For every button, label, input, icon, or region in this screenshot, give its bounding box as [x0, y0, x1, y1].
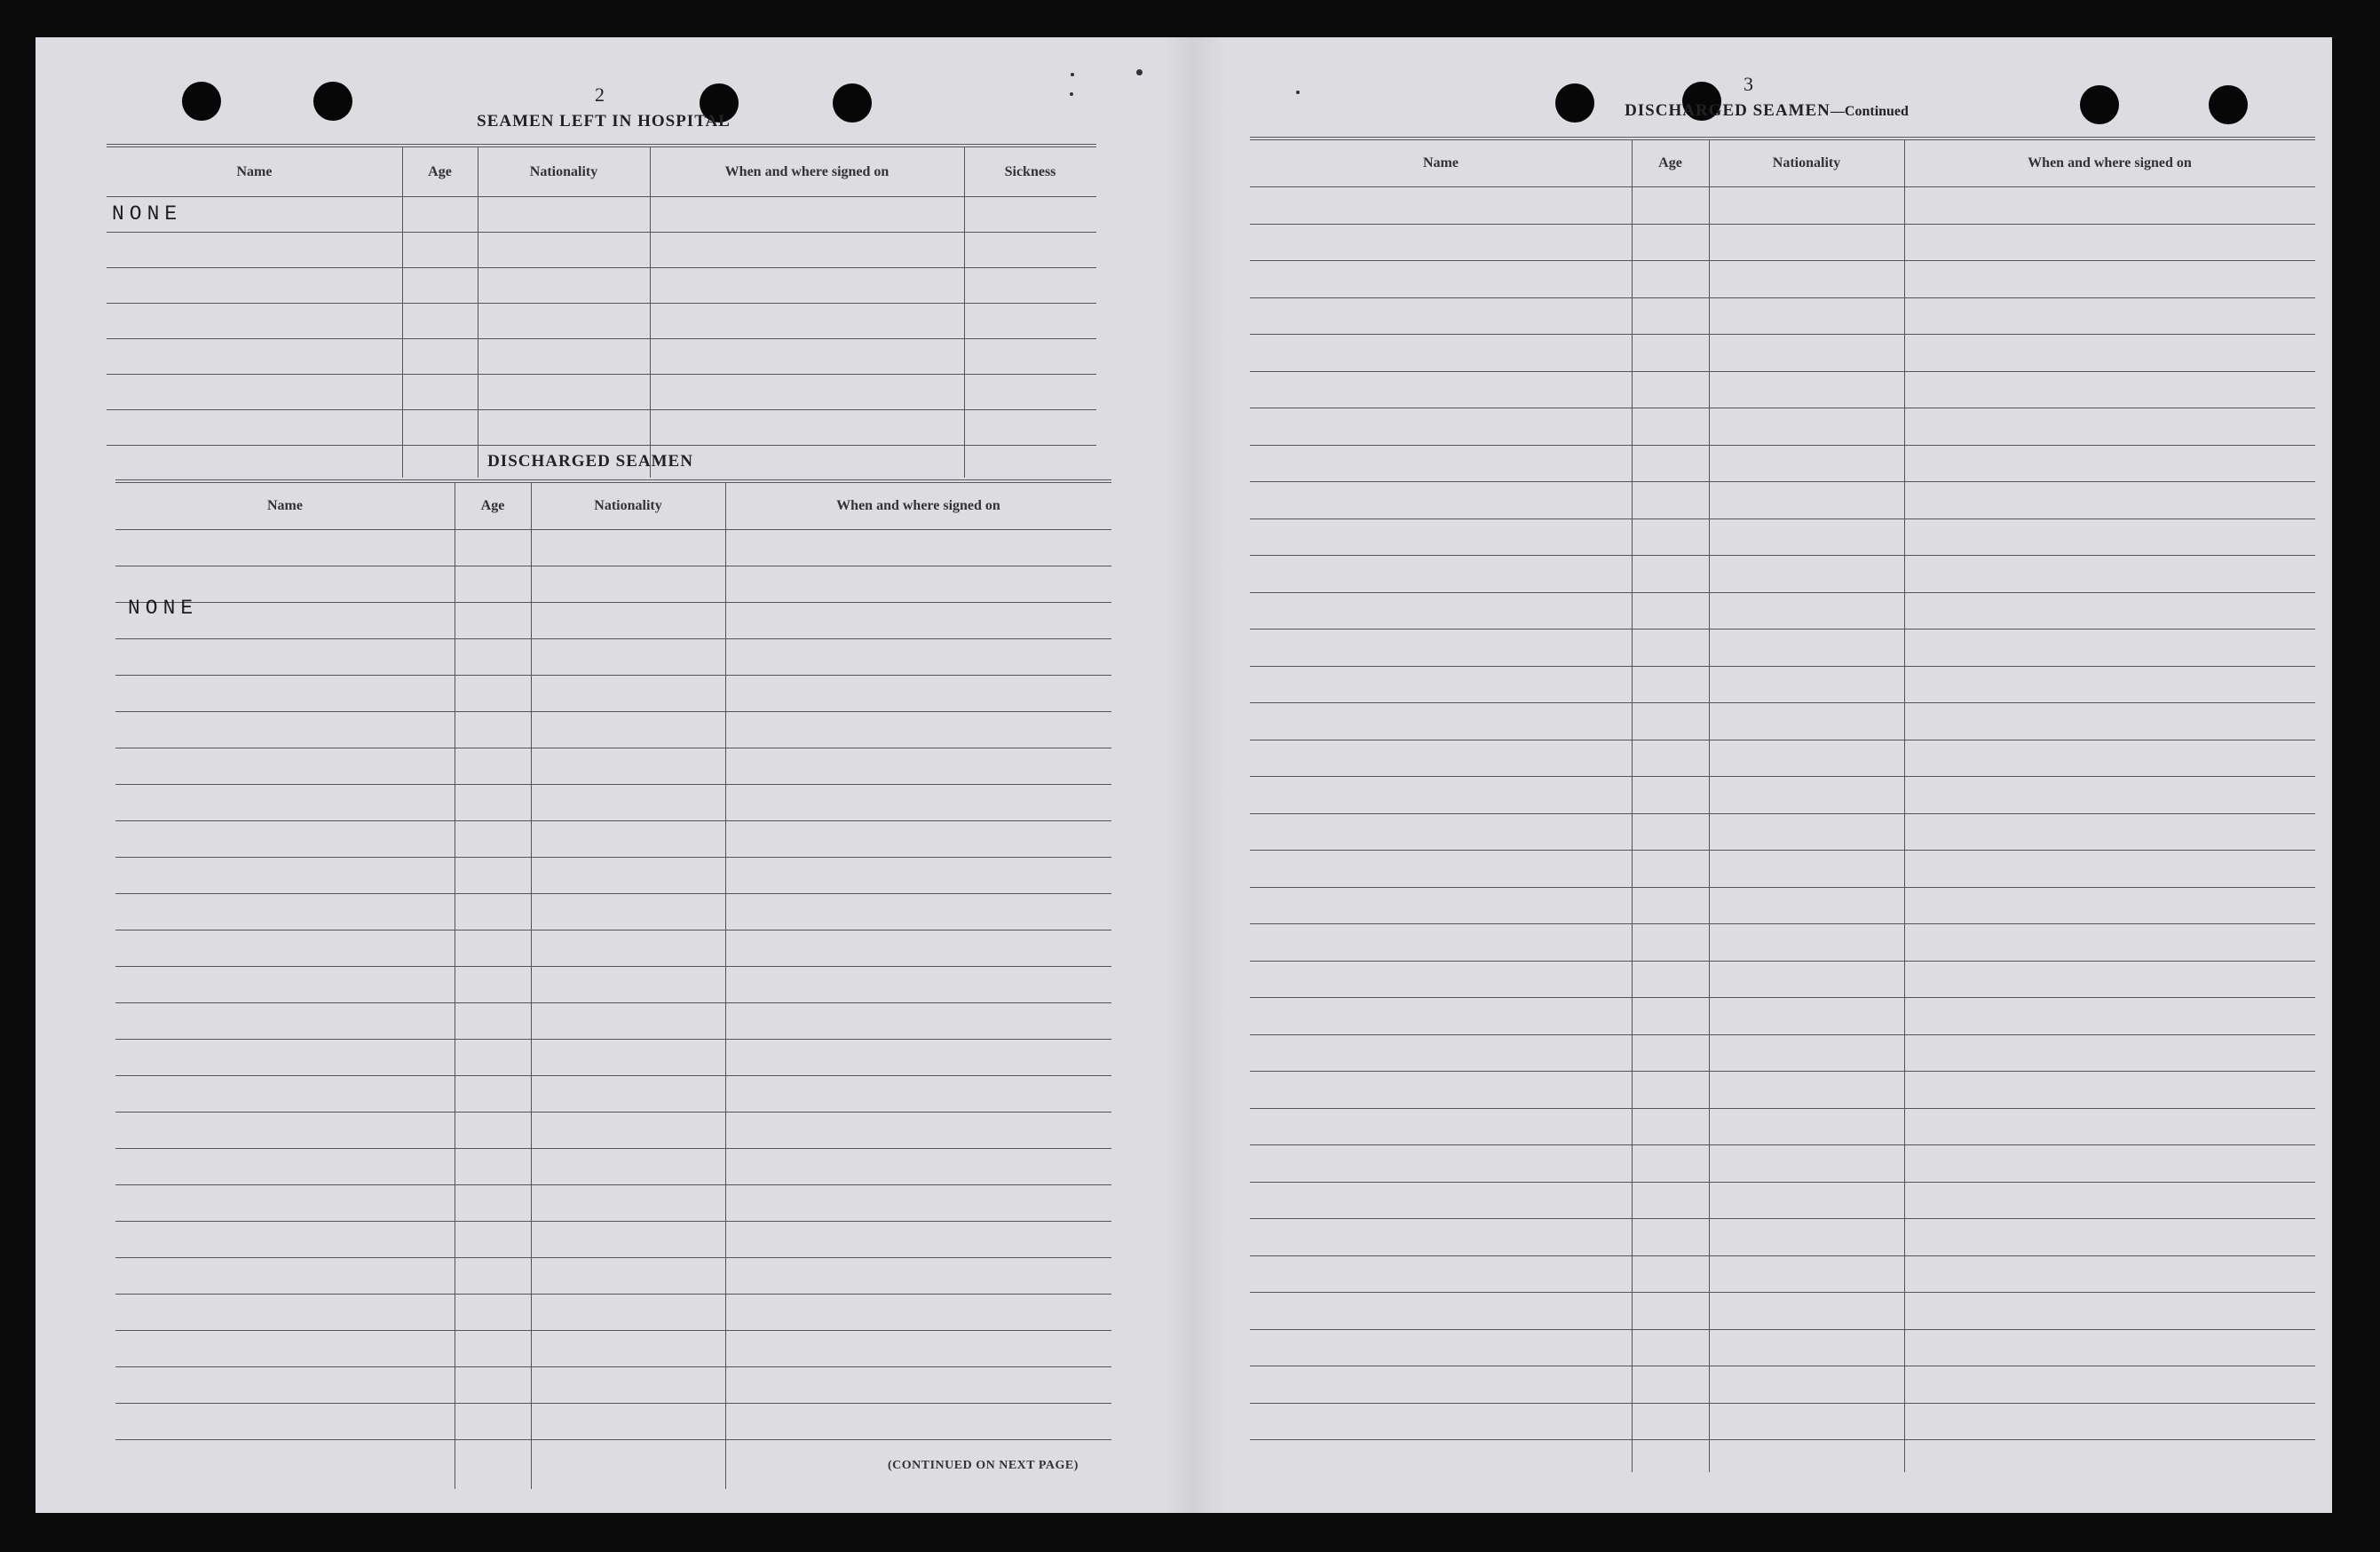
discharged-continued-row-rule: [1250, 1182, 2315, 1183]
discharged-row-rule: [115, 1148, 1111, 1149]
hospital-column-divider: [964, 147, 965, 478]
discharged-continued-row-rule: [1250, 371, 2315, 372]
discharged-row-rule: [115, 1184, 1111, 1185]
discharged-continued-row-rule: [1250, 850, 2315, 851]
hospital-row-rule: [107, 267, 1096, 268]
discharged-row-rule: [115, 857, 1111, 858]
discharged-continued-row-rule: [1250, 776, 2315, 777]
discharged-continued-row-rule: [1250, 629, 2315, 630]
discharged-continued-row-rule: [1250, 1403, 2315, 1404]
discharged-continued-column-header: Age: [1658, 155, 1682, 170]
hospital-column-header: Age: [428, 163, 452, 179]
discharged-continued-row-rule: [1250, 224, 2315, 225]
ledger-sheet: [36, 37, 2332, 1513]
punch-hole: [313, 82, 352, 121]
discharged-continued-row-rule: [1250, 481, 2315, 482]
page-number-left: 2: [595, 83, 605, 106]
hospital-section-title: SEAMEN LEFT IN HOSPITAL: [477, 112, 731, 131]
hospital-column-divider: [650, 147, 651, 478]
discharged-row-rule: [115, 893, 1111, 894]
discharged-continued-row-rule: [1250, 1292, 2315, 1293]
discharged-column-divider: [531, 483, 532, 1489]
discharged-continued-row-rule: [1250, 666, 2315, 667]
hospital-row-rule: [107, 338, 1096, 339]
discharged-continued-row-rule: [1250, 997, 2315, 998]
discharged-continued-row-rule: [1250, 445, 2315, 446]
discharged-continued-row-rule: [1250, 1329, 2315, 1330]
discharged-continued-column-header: Name: [1423, 155, 1459, 170]
discharged-row-rule: [115, 1294, 1111, 1295]
discharged-continued-row-rule: [1250, 297, 2315, 298]
discharged-row-rule: [115, 675, 1111, 676]
hospital-row-rule: [107, 232, 1096, 233]
discharged-row-rule: [115, 1257, 1111, 1258]
discharged-continued-row-rule: [1250, 1439, 2315, 1440]
discharged-column-divider: [725, 483, 726, 1489]
hospital-entry-name: NONE: [112, 202, 183, 226]
discharged-continued-column-divider: [1904, 140, 1905, 1472]
discharged-row-rule: [115, 1330, 1111, 1331]
discharged-table: [115, 479, 1111, 1489]
discharged-column-header: When and where signed on: [836, 498, 1000, 513]
discharged-row-rule: [115, 1112, 1111, 1113]
speck: [1070, 92, 1073, 96]
discharged-continued-row-rule: [1250, 1144, 2315, 1145]
page-fold: [1163, 37, 1225, 1513]
discharged-continued-column-divider: [1709, 140, 1710, 1472]
discharged-row-rule: [115, 1221, 1111, 1222]
discharged-continued-column-header: When and where signed on: [2028, 155, 2192, 170]
discharged-continued-column-divider: [1632, 140, 1633, 1472]
discharged-continued-row-rule: [1250, 260, 2315, 261]
discharged-column-header: Nationality: [594, 498, 662, 513]
discharged-continued-row-rule: [1250, 1034, 2315, 1035]
hospital-column-header: When and where signed on: [724, 163, 890, 179]
discharged-column-header: Name: [267, 498, 303, 513]
discharged-continued-row-rule: [1250, 555, 2315, 556]
discharged-column-header: Age: [480, 498, 505, 513]
hospital-column-header: Name: [236, 163, 273, 179]
discharged-continued-row-rule: [1250, 923, 2315, 924]
discharged-continued-row-rule: [1250, 1218, 2315, 1219]
discharged-row-rule: [115, 638, 1111, 639]
discharged-continued-title: [1589, 101, 1944, 121]
hospital-table: [107, 144, 1096, 478]
discharged-continued-row-rule: [1250, 1071, 2315, 1072]
discharged-continued-column-header: Nationality: [1772, 155, 1841, 170]
speck: [1136, 69, 1143, 75]
discharged-row-rule: [115, 1403, 1111, 1404]
discharged-continued-row-rule: [1250, 961, 2315, 962]
discharged-continued-row-rule: [1250, 813, 2315, 814]
discharged-row-rule: [115, 1039, 1111, 1040]
speck: [1071, 73, 1074, 76]
discharged-row-rule: [115, 784, 1111, 785]
punch-hole: [2080, 85, 2119, 124]
discharged-continued-row-rule: [1250, 1108, 2315, 1109]
discharged-row-rule: [115, 1439, 1111, 1440]
punch-hole: [182, 82, 221, 121]
hospital-row-rule: [107, 374, 1096, 375]
discharged-continued-row-rule: [1250, 334, 2315, 335]
punch-hole: [833, 83, 872, 123]
discharged-row-rule: [115, 820, 1111, 821]
hospital-row-rule: [107, 445, 1096, 446]
discharged-row-rule: [115, 602, 1111, 603]
hospital-column-header: Sickness: [1004, 163, 1056, 179]
discharged-continued-title-main: DISCHARGED SEAMEN: [1625, 101, 1830, 120]
discharged-continued-row-rule: [1250, 887, 2315, 888]
hospital-column-divider: [402, 147, 403, 478]
speck: [1296, 91, 1300, 94]
punch-hole: [2209, 85, 2248, 124]
discharged-continued-row-rule: [1250, 1255, 2315, 1256]
discharged-row-rule: [115, 966, 1111, 967]
discharged-continued-row-rule: [1250, 592, 2315, 593]
hospital-row-rule: [107, 303, 1096, 304]
hospital-column-header: Nationality: [529, 163, 598, 179]
hospital-row-rule: [107, 409, 1096, 410]
discharged-continued-table: [1250, 137, 2315, 1472]
discharged-entry-name: NONE: [128, 597, 199, 620]
discharged-continued-row-rule: [1250, 702, 2315, 703]
page-number-right: 3: [1743, 73, 1753, 95]
continued-footer: (CONTINUED ON NEXT PAGE): [888, 1459, 1079, 1472]
discharged-row-rule: [115, 1002, 1111, 1003]
discharged-continued-suffix: —Continued: [1830, 104, 1909, 119]
discharged-row-rule: [115, 711, 1111, 712]
discharged-row-rule: [115, 1366, 1111, 1367]
discharged-row-rule: [115, 1075, 1111, 1076]
discharged-section-title: DISCHARGED SEAMEN: [487, 452, 693, 471]
